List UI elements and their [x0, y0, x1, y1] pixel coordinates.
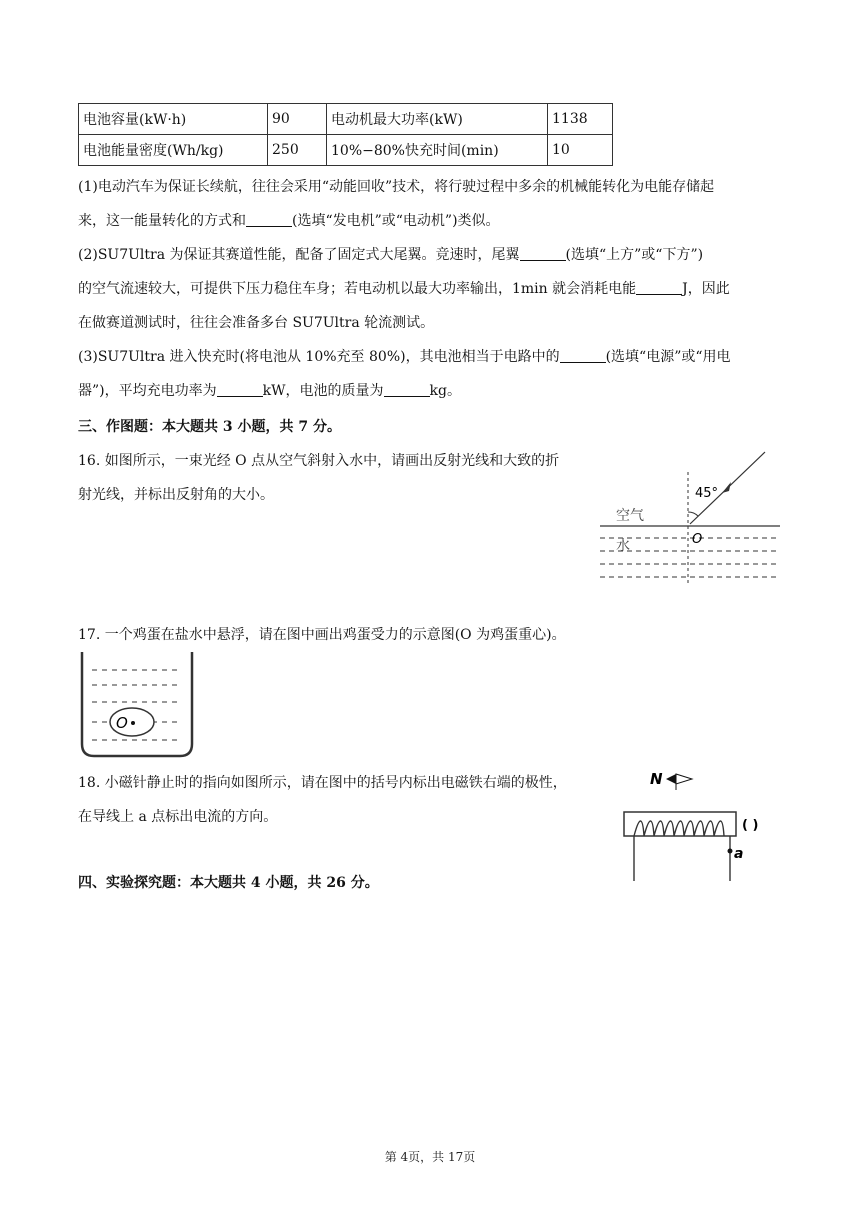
answer-blank[interactable] — [560, 348, 606, 363]
answer-blank[interactable] — [217, 382, 263, 397]
table-row — [79, 104, 613, 135]
q15-text: J，因此 — [682, 281, 730, 297]
q15-text: kg。 — [429, 383, 461, 399]
q15-p3-line2 — [78, 380, 783, 402]
q17-text: 17. 一个鸡蛋在盐水中悬浮，请在图中画出鸡蛋受力的示意图(O 为鸡蛋重心)。 — [78, 627, 566, 643]
section-heading-3: 三、作图题：本大题共 3 小题，共 7 分。 — [78, 419, 341, 435]
needle-n-label: N — [650, 770, 663, 788]
egg-center-label: O — [116, 714, 128, 732]
q15-p1-line2 — [78, 210, 783, 232]
table-cell: 90 — [268, 104, 327, 135]
q15-text: (选填“发电机”或“电动机”)类似。 — [292, 213, 500, 229]
center-dot — [131, 721, 135, 725]
table-cell: 1138 — [548, 104, 613, 135]
answer-blank[interactable] — [246, 212, 292, 227]
iron-core — [624, 812, 736, 836]
table-cell: 10 — [548, 135, 613, 166]
angle-arc — [688, 512, 698, 516]
point-o-label: O — [692, 532, 703, 547]
spec-table — [78, 103, 613, 166]
q18-line1: 18. 小磁针静止时的指向如图所示，请在图中的括号内标出电磁铁右端的极性， — [78, 775, 567, 791]
table-cell: 电动机最大功率(kW) — [327, 104, 548, 135]
q15-p2-line1 — [78, 244, 783, 266]
answer-blank[interactable] — [636, 280, 682, 295]
point-a-label: a — [734, 846, 744, 862]
q15-text: kW，电池的质量为 — [262, 383, 384, 399]
q15-p1-line1: (1)电动汽车为保证长续航，往往会采用“动能回收”技术，将行驶过程中多余的机械能转化为电能存储起 — [78, 179, 715, 195]
air-label: 空气 — [616, 508, 644, 524]
table-cell: 电池能量密度(Wh/kg) — [79, 135, 268, 166]
table-cell: 10%−80%快充时间(min) — [327, 135, 548, 166]
q18-line2: 在导线上 a 点标出电流的方向。 — [78, 809, 278, 825]
q15-text: (选填“上方”或“下方”) — [565, 247, 704, 263]
table-cell: 电池容量(kW·h) — [79, 104, 268, 135]
compass-needle-icon — [666, 774, 676, 784]
q15-p2-line3: 在做赛道测试时，往往会准备多台 SU7Ultra 轮流测试。 — [78, 315, 435, 331]
electromagnet-figure — [620, 766, 785, 882]
table-cell: 250 — [268, 135, 327, 166]
q15-text: (选填“电源”或“用电 — [605, 349, 731, 365]
q15-p3-line1 — [78, 346, 783, 368]
page-footer: 第 4页，共 17页 — [384, 1150, 476, 1164]
section-heading-4: 四、实验探究题：本大题共 4 小题，共 26 分。 — [78, 875, 379, 891]
q15-text: (2)SU7Ultra 为保证其赛道性能，配备了固定式大尾翼。竞速时，尾翼 — [78, 247, 520, 263]
answer-blank[interactable] — [384, 382, 430, 397]
angle-label: 45° — [695, 486, 719, 501]
q15-p2-line2 — [78, 278, 783, 300]
q15-text: 的空气流速较大，可提供下压力稳住车身；若电动机以最大功率输出，1min 就会消耗电能 — [78, 281, 637, 297]
q15-text: (3)SU7Ultra 进入快充时(将电池从 10%充至 80%)，其电池相当于电路中的 — [78, 349, 560, 365]
pole-bracket[interactable]: ( ) — [742, 818, 759, 833]
q16-line1: 16. 如图所示，一束光经 O 点从空气斜射入水中，请画出反射光线和大致的折 — [78, 453, 560, 469]
q15-text: 来，这一能量转化的方式和 — [78, 213, 246, 229]
point-a-dot — [728, 849, 733, 854]
compass-needle-tail — [676, 774, 692, 784]
water-label: 水 — [616, 538, 630, 554]
light-refraction-figure — [600, 450, 785, 585]
table-row — [79, 135, 613, 166]
q15-text: 器”)，平均充电功率为 — [78, 383, 217, 399]
q16-line2: 射光线，并标出反射角的大小。 — [78, 487, 274, 503]
egg-beaker-figure — [78, 652, 196, 760]
answer-blank[interactable] — [520, 246, 566, 261]
